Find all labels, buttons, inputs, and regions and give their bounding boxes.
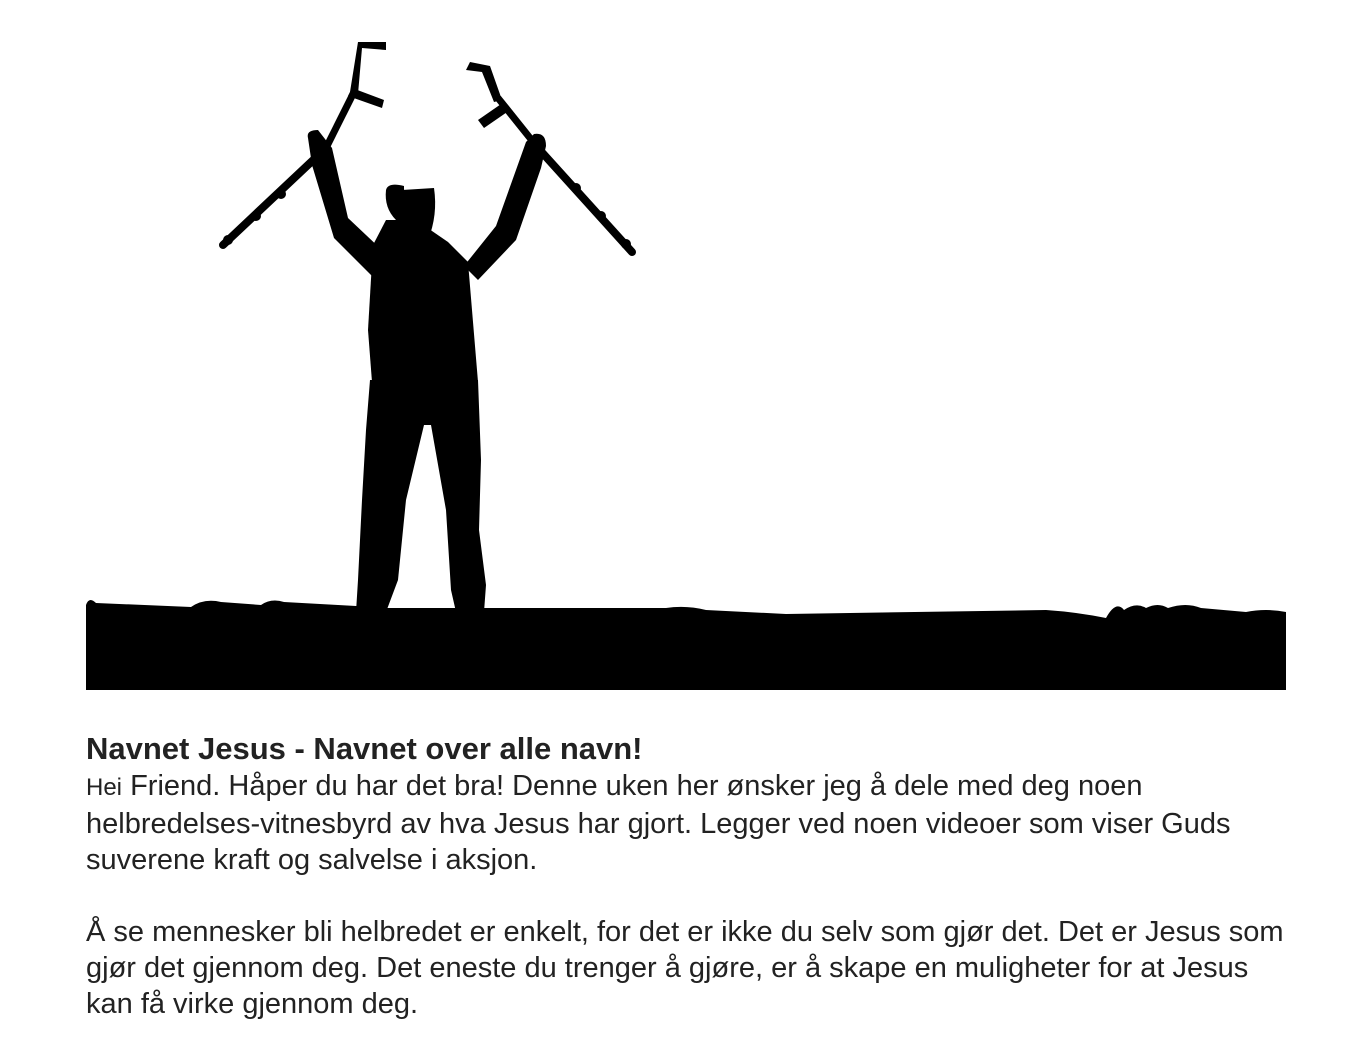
hero-image xyxy=(86,30,1286,690)
right-arm-silhouette xyxy=(464,134,546,280)
article-title: Navnet Jesus - Navnet over alle navn! xyxy=(86,731,643,766)
paragraph-spacer xyxy=(86,878,1286,914)
article-paragraph-2: Å se mennesker bli helbredet er enkelt, for det er ikke du selv som gjør det. Det er Jesus som gjør det gjennom deg. Det eneste du trenger å gjøre, er å skape en muligheter for at Jesus kan få virke gjennom deg. xyxy=(86,916,1284,1020)
silhouette-man-raising-crutches-icon xyxy=(86,30,1286,690)
ground-silhouette xyxy=(86,600,1286,690)
article-body xyxy=(86,730,1286,1022)
paragraph-1-text: Friend. Håper du har det bra! Denne uken her ønsker jeg å dele med deg noen helbredelses-vitnesbyrd av hva Jesus har gjort. Legger ved noen videoer som viser Guds suverene kraft og salvelse i aksjon. xyxy=(86,770,1231,876)
left-crutch-icon xyxy=(223,42,386,245)
legs-silhouette xyxy=(356,380,486,612)
right-crutch-icon xyxy=(466,62,632,252)
greeting-text: Hei xyxy=(86,774,123,801)
article-paragraph-1 xyxy=(86,768,1286,878)
torso-silhouette xyxy=(368,220,478,382)
